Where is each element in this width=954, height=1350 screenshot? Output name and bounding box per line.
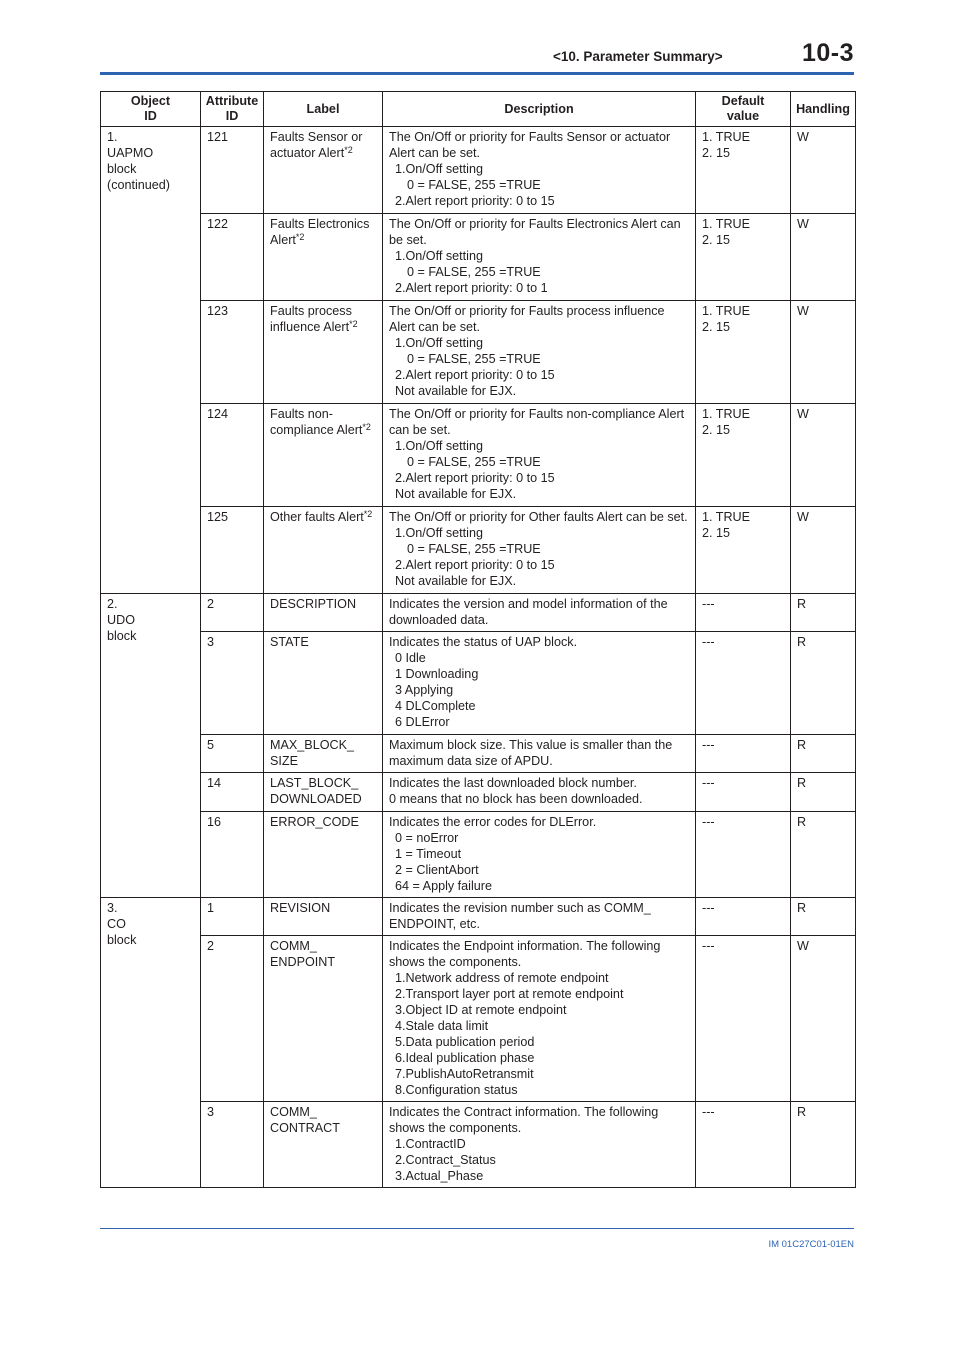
label-text: COMM_ ENDPOINT	[270, 939, 336, 969]
description-cell	[383, 812, 696, 898]
col-header-line: value	[726, 109, 760, 123]
attribute-id-cell: 3	[201, 1102, 264, 1188]
description-line: Indicates the error codes for DLError.	[389, 815, 597, 829]
attribute-id-cell: 3	[201, 632, 264, 735]
default-value-cell	[696, 773, 791, 812]
label-cell	[264, 773, 383, 812]
description-line: Indicates the Endpoint information. The following shows the components.	[389, 939, 661, 969]
col-header-label	[264, 92, 383, 127]
header-rule	[100, 72, 854, 75]
table-row	[101, 404, 856, 507]
default-value-line: ---	[702, 901, 715, 915]
description-line: The On/Off or priority for Other faults Alert can be set.	[389, 510, 688, 524]
default-value-line: 1. TRUE	[702, 407, 751, 421]
table-row	[101, 507, 856, 594]
description-line: Indicates the revision number such as COMM_ ENDPOINT, etc.	[389, 901, 651, 931]
description-line: Indicates the version and model information of the downloaded data.	[389, 597, 668, 627]
description-line: 6 DLError	[395, 715, 450, 729]
default-value-line: 2. 15	[702, 146, 731, 160]
label-text: DESCRIPTION	[270, 597, 357, 611]
description-cell	[383, 594, 696, 632]
default-value-line: 1. TRUE	[702, 510, 751, 524]
description-line: Not available for EJX.	[395, 487, 517, 501]
description-line: Indicates the status of UAP block.	[389, 635, 578, 649]
label-cell	[264, 404, 383, 507]
label-cell	[264, 735, 383, 773]
label-note: *2	[349, 319, 358, 329]
attribute-id-cell: 125	[201, 507, 264, 594]
handling-cell: R	[791, 1102, 856, 1188]
description-line: 0 = noError	[395, 831, 459, 845]
table-row	[101, 735, 856, 773]
handling-cell: R	[791, 898, 856, 936]
default-value-line: ---	[702, 635, 715, 649]
object-id-cell	[101, 898, 201, 1188]
page-number: 10-3	[801, 39, 854, 67]
label-text: Faults Electronics Alert	[270, 217, 370, 247]
col-header-object-id	[101, 92, 201, 127]
label-text: COMM_ CONTRACT	[270, 1105, 340, 1135]
description-line: 1 Downloading	[395, 667, 479, 681]
description-cell	[383, 507, 696, 594]
default-value-line: ---	[702, 815, 715, 829]
col-header-line: ID	[144, 109, 157, 123]
col-header-line: Description	[504, 101, 574, 116]
description-cell	[383, 632, 696, 735]
col-header-line: Attribute	[205, 94, 259, 108]
table-row	[101, 632, 856, 735]
object-id-line: CO	[107, 917, 126, 931]
description-cell	[383, 404, 696, 507]
description-cell	[383, 1102, 696, 1188]
default-value-cell	[696, 214, 791, 301]
description-line: Maximum block size. This value is smaller than the maximum data size of APDU.	[389, 738, 673, 768]
label-note: *2	[344, 145, 353, 155]
description-line: 0 = FALSE, 255 =TRUE	[407, 352, 541, 366]
label-cell	[264, 301, 383, 404]
handling-cell: R	[791, 735, 856, 773]
description-line: Not available for EJX.	[395, 384, 517, 398]
handling-cell: W	[791, 127, 856, 214]
description-cell	[383, 898, 696, 936]
table-row	[101, 773, 856, 812]
col-header-line: Handling	[796, 101, 850, 116]
col-header-line: ID	[225, 109, 239, 123]
description-cell	[383, 735, 696, 773]
attribute-id-cell: 1	[201, 898, 264, 936]
default-value-line: ---	[702, 597, 715, 611]
col-header-attribute-id	[201, 92, 264, 127]
default-value-cell	[696, 127, 791, 214]
label-text: LAST_BLOCK_ DOWNLOADED	[270, 776, 362, 806]
attribute-id-cell: 123	[201, 301, 264, 404]
attribute-id-cell: 14	[201, 773, 264, 812]
table-row	[101, 898, 856, 936]
description-line: 6.Ideal publication phase	[395, 1051, 535, 1065]
default-value-line: 2. 15	[702, 320, 731, 334]
parameter-table	[100, 91, 856, 1188]
description-cell	[383, 214, 696, 301]
object-id-line: block	[107, 933, 137, 947]
table-row	[101, 594, 856, 632]
table-row	[101, 812, 856, 898]
handling-cell: W	[791, 507, 856, 594]
label-note: *2	[363, 509, 373, 519]
default-value-line: ---	[702, 738, 715, 752]
default-value-cell	[696, 301, 791, 404]
label-note: *2	[295, 232, 305, 242]
label-cell	[264, 812, 383, 898]
attribute-id-cell: 122	[201, 214, 264, 301]
description-line: 3.Object ID at remote endpoint	[395, 1003, 567, 1017]
default-value-line: ---	[702, 776, 715, 790]
label-text: ERROR_CODE	[270, 815, 359, 829]
description-line: Not available for EJX.	[395, 574, 517, 588]
description-line: 7.PublishAutoRetransmit	[395, 1067, 534, 1081]
default-value-cell	[696, 936, 791, 1102]
object-id-line: 2.	[107, 597, 118, 611]
object-id-line: 1.	[107, 130, 118, 144]
default-value-line: 1. TRUE	[702, 304, 751, 318]
attribute-id-cell: 5	[201, 735, 264, 773]
description-line: The On/Off or priority for Faults Sensor or actuator Alert can be set.	[389, 130, 671, 160]
attribute-id-cell: 2	[201, 936, 264, 1102]
label-text: Faults Sensor or actuator Alert	[270, 130, 363, 160]
description-cell	[383, 301, 696, 404]
description-line: 1.On/Off setting	[395, 162, 483, 176]
attribute-id-cell: 121	[201, 127, 264, 214]
label-cell	[264, 127, 383, 214]
label-cell	[264, 1102, 383, 1188]
default-value-cell	[696, 632, 791, 735]
description-cell	[383, 936, 696, 1102]
description-line: 0 = FALSE, 255 =TRUE	[407, 455, 541, 469]
handling-cell: R	[791, 812, 856, 898]
col-header-line: Label	[306, 101, 340, 116]
table-row	[101, 127, 856, 214]
description-line: 5.Data publication period	[395, 1035, 535, 1049]
handling-cell: W	[791, 301, 856, 404]
label-text: Faults non-compliance Alert	[270, 407, 363, 437]
description-line: 2.Alert report priority: 0 to 15	[395, 558, 555, 572]
table-row	[101, 214, 856, 301]
description-line: 0 = FALSE, 255 =TRUE	[407, 178, 541, 192]
object-id-cell	[101, 127, 201, 594]
description-line: 1.ContractID	[395, 1137, 466, 1151]
label-cell	[264, 594, 383, 632]
description-line: 1.On/Off setting	[395, 439, 483, 453]
table-row	[101, 301, 856, 404]
description-line: 1.On/Off setting	[395, 336, 483, 350]
table-header-row	[101, 92, 856, 127]
handling-cell: W	[791, 404, 856, 507]
default-value-cell	[696, 812, 791, 898]
default-value-line: 2. 15	[702, 233, 731, 247]
description-line: 2.Alert report priority: 0 to 15	[395, 194, 555, 208]
default-value-line: 2. 15	[702, 526, 731, 540]
default-value-line: ---	[702, 1105, 715, 1119]
attribute-id-cell: 2	[201, 594, 264, 632]
default-value-line: 2. 15	[702, 423, 731, 437]
label-text: REVISION	[270, 901, 331, 915]
description-line: 2.Alert report priority: 0 to 15	[395, 368, 555, 382]
default-value-line: 1. TRUE	[702, 217, 751, 231]
description-line: 1 = Timeout	[395, 847, 462, 861]
default-value-line: ---	[702, 939, 715, 953]
description-line: 2.Alert report priority: 0 to 15	[395, 471, 555, 485]
attribute-id-cell: 16	[201, 812, 264, 898]
description-line: 1.On/Off setting	[395, 249, 483, 263]
description-line: 0 = FALSE, 255 =TRUE	[407, 265, 541, 279]
object-id-line: block	[107, 162, 137, 176]
default-value-cell	[696, 594, 791, 632]
description-line: Indicates the Contract information. The following shows the components.	[389, 1105, 659, 1135]
description-line: 1.Network address of remote endpoint	[395, 971, 609, 985]
label-note: *2	[362, 422, 371, 432]
description-line: The On/Off or priority for Faults Electronics Alert can be set.	[389, 217, 681, 247]
label-text: MAX_BLOCK_ SIZE	[270, 738, 354, 768]
description-line: The On/Off or priority for Faults process influence Alert can be set.	[389, 304, 665, 334]
description-line: 0 Idle	[395, 651, 426, 665]
description-cell	[383, 127, 696, 214]
col-header-description	[383, 92, 696, 127]
object-id-cell	[101, 594, 201, 898]
col-header-handling	[791, 92, 856, 127]
label-cell	[264, 936, 383, 1102]
object-id-line: 3.	[107, 901, 118, 915]
default-value-cell	[696, 1102, 791, 1188]
description-line: The On/Off or priority for Faults non-compliance Alert can be set.	[389, 407, 685, 437]
description-line: 8.Configuration status	[395, 1083, 518, 1097]
handling-cell: R	[791, 632, 856, 735]
table-row	[101, 936, 856, 1102]
description-line: 0 means that no block has been downloaded.	[389, 792, 643, 806]
document-id: IM 01C27C01-01EN	[768, 1239, 854, 1250]
handling-cell: R	[791, 594, 856, 632]
label-text: STATE	[270, 635, 309, 649]
handling-cell: W	[791, 214, 856, 301]
label-cell	[264, 898, 383, 936]
object-id-line: UAPMO	[107, 146, 154, 160]
label-text: Other faults Alert	[270, 510, 364, 524]
description-line: Indicates the last downloaded block number.	[389, 776, 637, 790]
default-value-cell	[696, 507, 791, 594]
col-header-default-value	[696, 92, 791, 127]
description-line: 2 = ClientAbort	[395, 863, 479, 877]
description-line: 2.Transport layer port at remote endpoint	[395, 987, 624, 1001]
attribute-id-cell: 124	[201, 404, 264, 507]
col-header-line: Object	[130, 94, 171, 108]
table-row	[101, 1102, 856, 1188]
default-value-cell	[696, 735, 791, 773]
description-line: 1.On/Off setting	[395, 526, 483, 540]
description-line: 3 Applying	[395, 683, 454, 697]
description-line: 3.Actual_Phase	[395, 1169, 484, 1183]
description-line: 64 = Apply failure	[395, 879, 492, 893]
description-line: 4 DLComplete	[395, 699, 476, 713]
handling-cell: R	[791, 773, 856, 812]
description-cell	[383, 773, 696, 812]
description-line: 2.Contract_Status	[395, 1153, 496, 1167]
label-cell	[264, 632, 383, 735]
label-cell	[264, 214, 383, 301]
default-value-line: 1. TRUE	[702, 130, 751, 144]
object-id-line: block	[107, 629, 137, 643]
col-header-line: Default	[721, 94, 765, 108]
label-cell	[264, 507, 383, 594]
description-line: 0 = FALSE, 255 =TRUE	[407, 542, 541, 556]
default-value-cell	[696, 898, 791, 936]
default-value-cell	[696, 404, 791, 507]
description-line: 2.Alert report priority: 0 to 1	[395, 281, 548, 295]
label-text: Faults process influence Alert	[270, 304, 352, 334]
description-line: 4.Stale data limit	[395, 1019, 489, 1033]
handling-cell: W	[791, 936, 856, 1102]
object-id-line: (continued)	[107, 178, 171, 192]
footer-rule	[100, 1228, 854, 1229]
object-id-line: UDO	[107, 613, 135, 627]
header-title: <10. Parameter Summary>	[553, 49, 723, 64]
